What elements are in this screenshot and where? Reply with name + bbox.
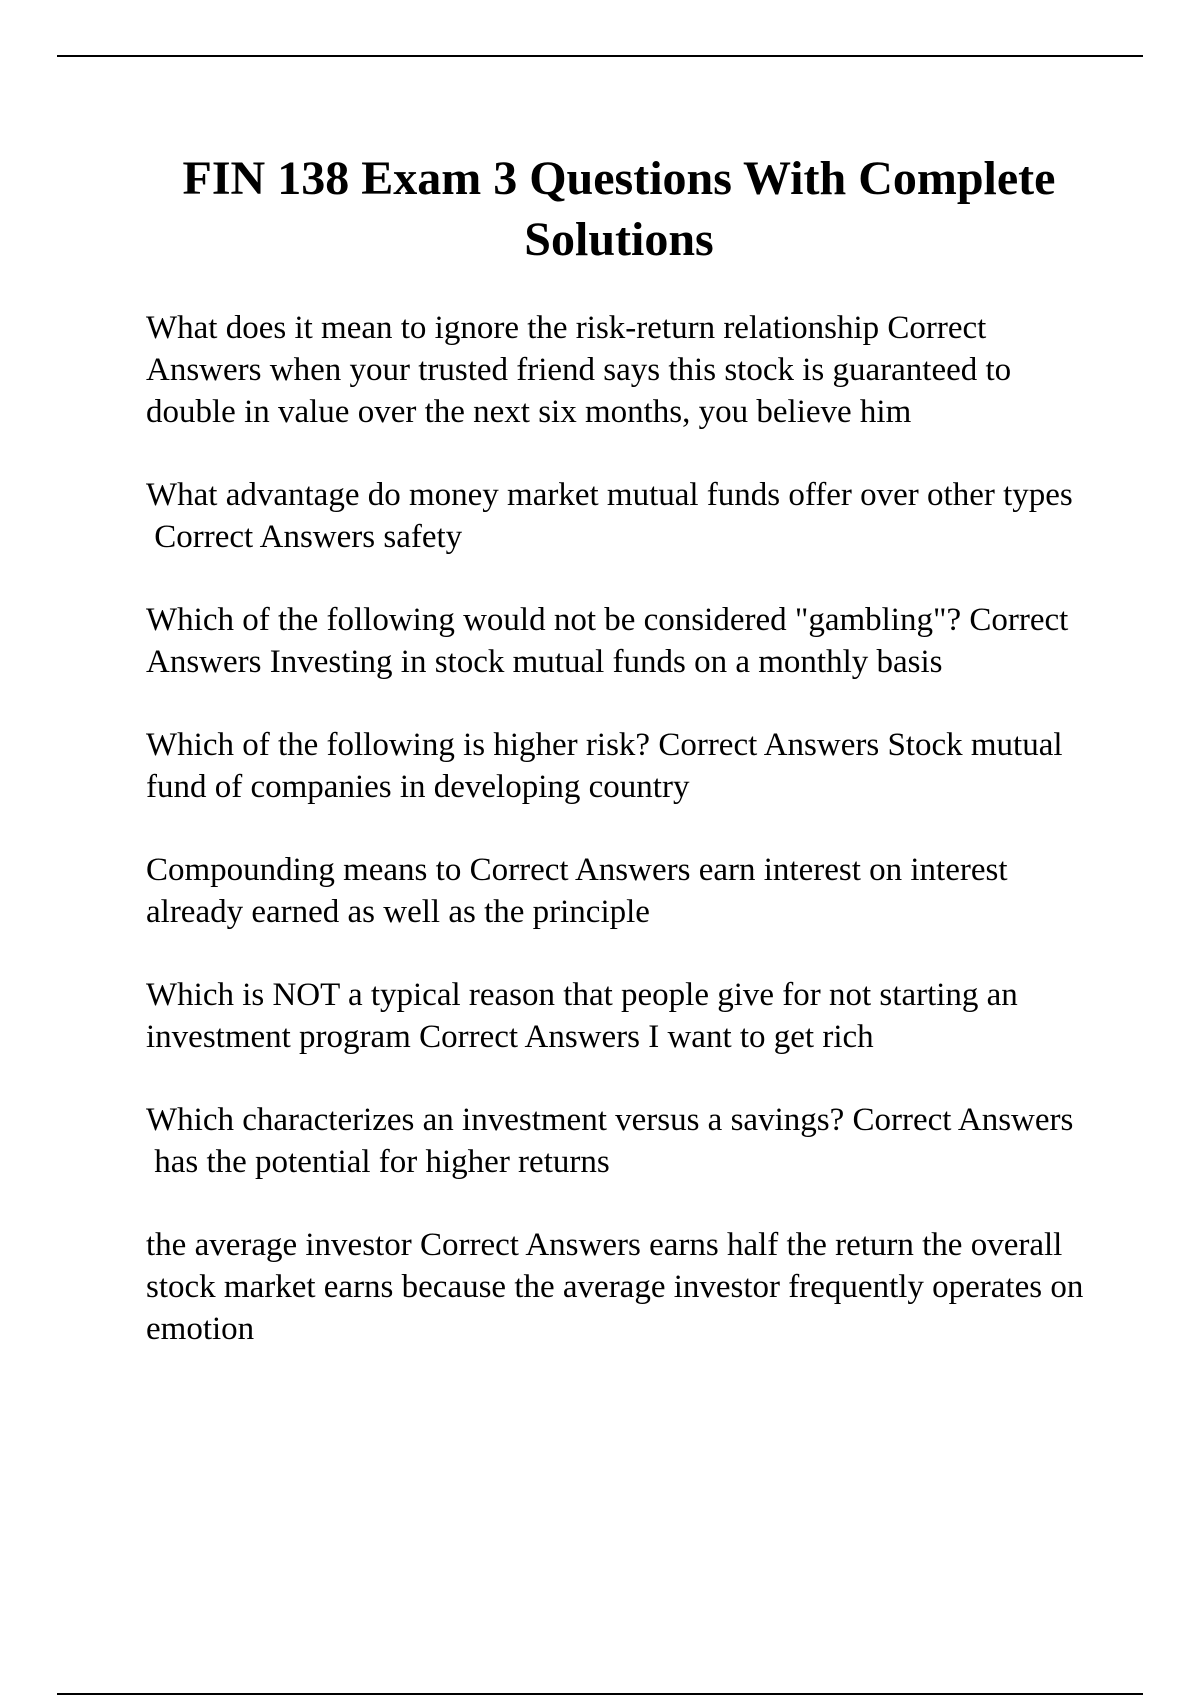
top-rule (57, 55, 1143, 57)
question-text: the average investor (146, 1227, 412, 1263)
answer-text: earn interest on interest already earned as well as the principle (146, 852, 1008, 930)
qa-list (146, 307, 1092, 1391)
question-text: Compounding means to (146, 852, 462, 888)
question-text: Which of the following would not be considered "gambling"? (146, 602, 962, 638)
page-title: FIN 138 Exam 3 Questions With Complete Solutions (182, 152, 1056, 266)
qa-item (146, 724, 1092, 808)
question-text: What advantage do money market mutual funds offer over other types (146, 477, 1073, 513)
correct-answers-label: Correct Answers (419, 1227, 641, 1263)
correct-answers-label: Correct Answers (852, 1102, 1074, 1138)
question-text: Which is NOT a typical reason that people give for not starting an investment program (146, 977, 1018, 1055)
qa-item (146, 974, 1092, 1058)
qa-item (146, 1224, 1092, 1350)
qa-item (146, 849, 1092, 933)
correct-answers-label: Correct Answers (469, 852, 691, 888)
qa-item (146, 599, 1092, 683)
question-text: What does it mean to ignore the risk-return relationship (146, 310, 880, 346)
question-text: Which characterizes an investment versus a savings? (146, 1102, 845, 1138)
correct-answers-label: Correct Answers (154, 519, 376, 555)
qa-item (146, 474, 1092, 558)
correct-answers-label: Correct Answers (146, 310, 987, 388)
correct-answers-label: Correct Answers (419, 1019, 640, 1055)
answer-text: Investing in stock mutual funds on a monthly basis (269, 644, 943, 680)
answer-text: safety (383, 519, 463, 555)
answer-text: earns half the return the overall stock market earns because the average investor frequently operates on emotion (146, 1227, 1084, 1347)
answer-text: has the potential for higher returns (154, 1144, 610, 1180)
correct-answers-label: Correct Answers (146, 602, 1069, 680)
qa-item (146, 307, 1092, 433)
answer-text: when your trusted friend says this stock is guaranteed to double in value over the next six months, you believe him (146, 352, 1012, 430)
question-text: Which of the following is higher risk? (146, 727, 651, 763)
qa-item (146, 1099, 1092, 1183)
answer-text: Stock mutual fund of companies in developing country (146, 727, 1063, 805)
bottom-rule (57, 1693, 1143, 1695)
correct-answers-label: Correct Answers (658, 727, 880, 763)
answer-text: I want to get rich (648, 1019, 874, 1055)
